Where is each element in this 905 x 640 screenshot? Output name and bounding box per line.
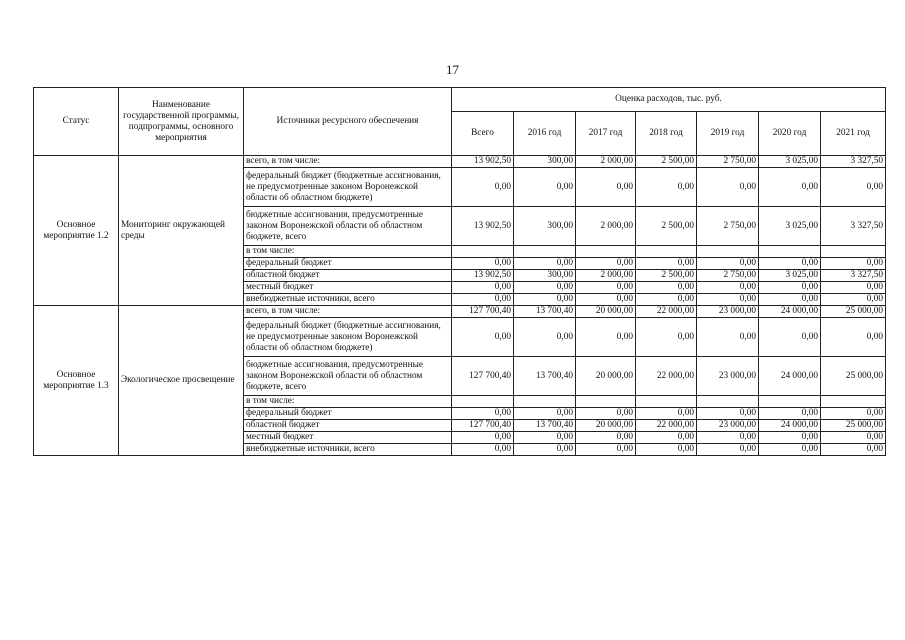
value-cell: 0,00 [576, 432, 636, 444]
status-cell: Основное мероприятие 1.3 [34, 306, 119, 456]
value-cell: 0,00 [759, 168, 821, 207]
value-cell: 3 327,50 [821, 270, 886, 282]
value-cell: 0,00 [452, 408, 514, 420]
value-cell: 127 700,40 [452, 306, 514, 318]
value-cell: 0,00 [636, 294, 697, 306]
value-cell: 2 500,00 [636, 156, 697, 168]
value-cell: 0,00 [821, 444, 886, 456]
value-cell: 300,00 [514, 270, 576, 282]
value-cell: 0,00 [452, 282, 514, 294]
value-cell [636, 246, 697, 258]
value-cell: 24 000,00 [759, 357, 821, 396]
value-cell: 0,00 [514, 168, 576, 207]
value-cell: 0,00 [514, 282, 576, 294]
header-status: Статус [34, 88, 119, 156]
value-cell: 3 025,00 [759, 270, 821, 282]
value-cell: 0,00 [759, 318, 821, 357]
value-cell: 0,00 [759, 282, 821, 294]
value-cell: 13 902,50 [452, 207, 514, 246]
value-cell: 20 000,00 [576, 306, 636, 318]
value-cell: 20 000,00 [576, 420, 636, 432]
value-cell: 23 000,00 [697, 306, 759, 318]
value-cell: 0,00 [636, 282, 697, 294]
value-cell: 25 000,00 [821, 306, 886, 318]
source-cell: внебюджетные источники, всего [244, 294, 452, 306]
source-cell: всего, в том числе: [244, 156, 452, 168]
header-year-2019: 2019 год [697, 112, 759, 156]
value-cell: 0,00 [514, 408, 576, 420]
source-cell: областной бюджет [244, 270, 452, 282]
value-cell: 0,00 [514, 444, 576, 456]
value-cell [697, 396, 759, 408]
value-cell: 0,00 [697, 444, 759, 456]
value-cell: 0,00 [821, 408, 886, 420]
value-cell [821, 246, 886, 258]
value-cell: 300,00 [514, 207, 576, 246]
value-cell: 0,00 [821, 282, 886, 294]
value-cell: 2 500,00 [636, 207, 697, 246]
value-cell: 2 750,00 [697, 156, 759, 168]
value-cell: 0,00 [514, 432, 576, 444]
source-cell: федеральный бюджет [244, 408, 452, 420]
value-cell [452, 246, 514, 258]
value-cell: 13 700,40 [514, 306, 576, 318]
header-year-2016: 2016 год [514, 112, 576, 156]
value-cell: 0,00 [452, 258, 514, 270]
value-cell: 24 000,00 [759, 306, 821, 318]
value-cell: 0,00 [514, 318, 576, 357]
value-cell: 0,00 [821, 294, 886, 306]
value-cell: 0,00 [759, 294, 821, 306]
source-cell: внебюджетные источники, всего [244, 444, 452, 456]
value-cell: 0,00 [636, 432, 697, 444]
value-cell: 13 902,50 [452, 270, 514, 282]
value-cell: 3 327,50 [821, 207, 886, 246]
value-cell: 0,00 [821, 318, 886, 357]
value-cell: 0,00 [514, 258, 576, 270]
value-cell: 127 700,40 [452, 357, 514, 396]
value-cell: 0,00 [697, 408, 759, 420]
source-cell: всего, в том числе: [244, 306, 452, 318]
value-cell: 0,00 [576, 294, 636, 306]
value-cell: 20 000,00 [576, 357, 636, 396]
measure-name-cell: Экологическое просвещение [119, 306, 244, 456]
value-cell [759, 246, 821, 258]
source-cell: местный бюджет [244, 432, 452, 444]
value-cell: 0,00 [636, 168, 697, 207]
value-cell: 0,00 [452, 318, 514, 357]
source-cell: местный бюджет [244, 282, 452, 294]
value-cell: 0,00 [759, 432, 821, 444]
value-cell: 13 902,50 [452, 156, 514, 168]
value-cell: 2 750,00 [697, 207, 759, 246]
value-cell: 22 000,00 [636, 357, 697, 396]
value-cell: 0,00 [636, 318, 697, 357]
source-cell: федеральный бюджет [244, 258, 452, 270]
value-cell: 0,00 [576, 408, 636, 420]
value-cell [452, 396, 514, 408]
table-row [34, 156, 886, 168]
measure-name-cell: Мониторинг окружающей среды [119, 156, 244, 306]
value-cell: 3 025,00 [759, 156, 821, 168]
value-cell: 25 000,00 [821, 357, 886, 396]
table-row [34, 306, 886, 318]
value-cell: 0,00 [697, 432, 759, 444]
value-cell: 0,00 [452, 168, 514, 207]
value-cell: 0,00 [697, 258, 759, 270]
value-cell: 0,00 [576, 258, 636, 270]
value-cell: 0,00 [821, 168, 886, 207]
source-cell: федеральный бюджет (бюджетные ассигнования, не предусмотренные законом Воронежской области об областном бюджете) [244, 318, 452, 357]
value-cell: 2 000,00 [576, 270, 636, 282]
expenditure-table [33, 87, 886, 456]
value-cell: 127 700,40 [452, 420, 514, 432]
value-cell: 0,00 [576, 282, 636, 294]
value-cell: 0,00 [452, 444, 514, 456]
value-cell: 0,00 [452, 432, 514, 444]
value-cell: 300,00 [514, 156, 576, 168]
value-cell: 0,00 [636, 408, 697, 420]
value-cell: 13 700,40 [514, 357, 576, 396]
value-cell: 0,00 [759, 444, 821, 456]
value-cell: 23 000,00 [697, 420, 759, 432]
header-estimate: Оценка расходов, тыс. руб. [452, 88, 886, 112]
source-cell: бюджетные ассигнования, предусмотренные законом Воронежской области об областном бюджете, всего [244, 357, 452, 396]
value-cell: 0,00 [697, 294, 759, 306]
value-cell: 22 000,00 [636, 420, 697, 432]
value-cell: 23 000,00 [697, 357, 759, 396]
value-cell: 0,00 [759, 258, 821, 270]
value-cell: 13 700,40 [514, 420, 576, 432]
value-cell: 0,00 [697, 318, 759, 357]
status-cell: Основное мероприятие 1.2 [34, 156, 119, 306]
value-cell: 0,00 [636, 444, 697, 456]
source-cell: бюджетные ассигнования, предусмотренные законом Воронежской области об областном бюджете, всего [244, 207, 452, 246]
value-cell: 0,00 [452, 294, 514, 306]
value-cell [576, 396, 636, 408]
value-cell: 0,00 [576, 318, 636, 357]
value-cell: 0,00 [576, 168, 636, 207]
table-body [34, 156, 886, 456]
header-year-2017: 2017 год [576, 112, 636, 156]
value-cell [514, 396, 576, 408]
source-cell: областной бюджет [244, 420, 452, 432]
value-cell [514, 246, 576, 258]
value-cell: 0,00 [697, 282, 759, 294]
source-cell: в том числе: [244, 396, 452, 408]
value-cell [576, 246, 636, 258]
value-cell [821, 396, 886, 408]
value-cell: 0,00 [759, 408, 821, 420]
value-cell: 0,00 [636, 258, 697, 270]
header-sources: Источники ресурсного обеспечения [244, 88, 452, 156]
header-total: Всего [452, 112, 514, 156]
header-year-2021: 2021 год [821, 112, 886, 156]
value-cell [636, 396, 697, 408]
value-cell: 2 000,00 [576, 207, 636, 246]
page-number: 17 [446, 62, 459, 77]
value-cell: 3 025,00 [759, 207, 821, 246]
value-cell: 2 750,00 [697, 270, 759, 282]
source-cell: федеральный бюджет (бюджетные ассигнования, не предусмотренные законом Воронежской области об областном бюджете) [244, 168, 452, 207]
value-cell [759, 396, 821, 408]
value-cell: 0,00 [514, 294, 576, 306]
value-cell: 0,00 [576, 444, 636, 456]
header-year-2018: 2018 год [636, 112, 697, 156]
value-cell: 0,00 [821, 432, 886, 444]
header-year-2020: 2020 год [759, 112, 821, 156]
value-cell: 22 000,00 [636, 306, 697, 318]
source-cell: в том числе: [244, 246, 452, 258]
value-cell [697, 246, 759, 258]
header-name: Наименование государственной программы, подпрограммы, основного мероприятия [119, 88, 244, 156]
value-cell: 2 500,00 [636, 270, 697, 282]
value-cell: 2 000,00 [576, 156, 636, 168]
value-cell: 0,00 [821, 258, 886, 270]
value-cell: 3 327,50 [821, 156, 886, 168]
value-cell: 24 000,00 [759, 420, 821, 432]
value-cell: 25 000,00 [821, 420, 886, 432]
value-cell: 0,00 [697, 168, 759, 207]
